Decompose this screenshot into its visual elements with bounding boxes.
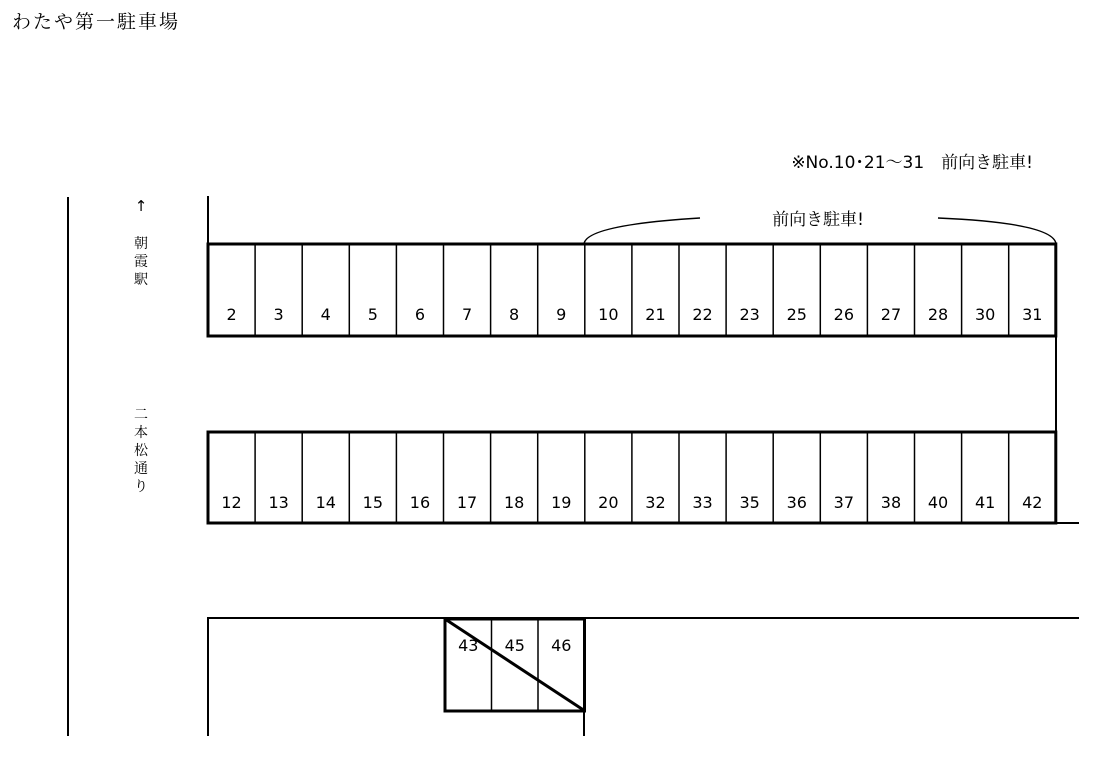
stall-number-14: 14 — [315, 493, 336, 512]
stall-number-38: 38 — [880, 493, 902, 512]
stall-number-8: 8 — [509, 305, 520, 324]
street-char-5: り — [134, 479, 148, 495]
page-title: わたや第一駐車場 — [12, 11, 181, 33]
station-char-3: 駅 — [134, 272, 148, 288]
station-char-2: 霞 — [134, 254, 148, 270]
stall-number-21: 21 — [645, 305, 666, 324]
stall-number-35: 35 — [739, 493, 760, 512]
stall-number-22: 22 — [692, 305, 713, 324]
stall-number-4: 4 — [320, 305, 331, 324]
stall-number-42: 42 — [1022, 493, 1043, 512]
stall-number-26: 26 — [833, 305, 855, 324]
stall-number-16: 16 — [409, 493, 431, 512]
stall-number-43: 43 — [458, 636, 479, 655]
stall-number-2: 2 — [226, 305, 237, 324]
stall-number-15: 15 — [362, 493, 384, 512]
stall-number-13: 13 — [268, 493, 289, 512]
front-parking-note: ※No.10･21～31 前向き駐車! — [791, 153, 1033, 173]
station-char-1: 朝 — [134, 236, 148, 252]
stall-number-37: 37 — [833, 493, 855, 512]
stall-number-27: 27 — [880, 305, 902, 324]
stall-number-36: 36 — [786, 493, 807, 512]
parking-row-top — [208, 244, 1056, 336]
stall-number-30: 30 — [974, 305, 996, 324]
stall-number-20: 20 — [598, 493, 619, 512]
stall-number-31: 31 — [1022, 305, 1043, 324]
stall-number-33: 33 — [692, 493, 713, 512]
stall-number-23: 23 — [739, 305, 760, 324]
street-char-3: 松 — [134, 443, 148, 459]
stall-number-9: 9 — [556, 305, 567, 324]
front-parking-label: 前向き駐車! — [772, 210, 864, 230]
stall-number-19: 19 — [551, 493, 572, 512]
north-arrow-icon: ↑ — [134, 197, 148, 215]
stall-number-10: 10 — [598, 305, 619, 324]
stall-number-25: 25 — [786, 305, 807, 324]
stall-number-7: 7 — [461, 305, 473, 324]
stall-number-45: 45 — [504, 636, 525, 655]
parking-row-middle — [208, 432, 1056, 523]
street-char-2: 本 — [134, 425, 148, 441]
station-label — [133, 235, 148, 288]
street-char-1: 二 — [134, 407, 148, 423]
stall-number-5: 5 — [367, 305, 378, 324]
stall-number-28: 28 — [927, 305, 949, 324]
stall-number-32: 32 — [645, 493, 666, 512]
stall-number-41: 41 — [974, 493, 996, 512]
stall-number-6: 6 — [414, 305, 426, 324]
unavailable-slash — [445, 619, 585, 711]
street-char-4: 通 — [134, 461, 148, 477]
lot-boundary — [208, 196, 1079, 736]
stall-number-12: 12 — [221, 493, 242, 512]
stall-number-40: 40 — [927, 493, 949, 512]
stall-number-18: 18 — [503, 493, 525, 512]
street-label — [134, 407, 149, 495]
stall-number-17: 17 — [456, 493, 478, 512]
stall-number-46: 46 — [551, 636, 572, 655]
stall-number-3: 3 — [273, 305, 284, 324]
